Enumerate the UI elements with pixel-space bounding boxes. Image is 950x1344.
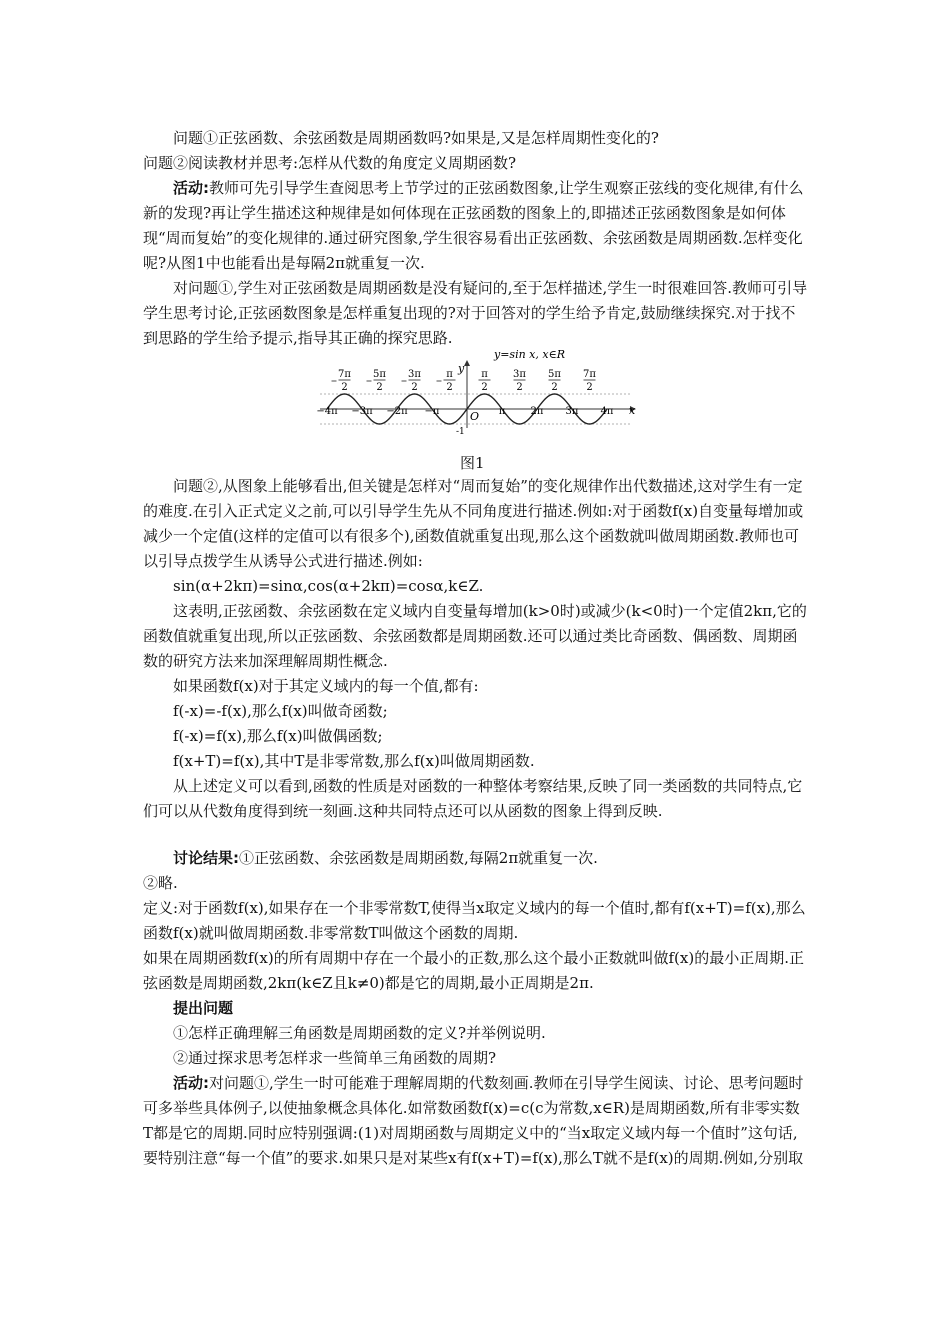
- activity-2-paragraph: [143, 1071, 808, 1171]
- fraction-denominator: 2: [481, 382, 488, 393]
- discussion-result-2: ②略.: [143, 874, 178, 892]
- activity-label: 活动:: [173, 179, 209, 197]
- activity-2-label: 活动:: [173, 1074, 209, 1092]
- sine-graph-figure: [316, 348, 638, 437]
- x-axis-label: x: [629, 404, 636, 417]
- discussion-label: 讨论结果:: [173, 849, 239, 867]
- y-tick-neg-one: -1: [456, 427, 465, 437]
- indicates-paragraph: 这表明,正弦函数、余弦函数在定义域内自变量每增加(k>0时)或减少(k<0时)一个定值2kπ,它的函数值就重复出现,所以正弦函数、余弦函数都是周期函数.还可以通过类比奇函数、偶函数、周期函数的研究方法来加深理解周期性概念.: [143, 602, 807, 670]
- fraction-numerator: π: [481, 369, 488, 380]
- x-tick-label: −4π: [316, 406, 338, 417]
- fraction-numerator: 7π: [338, 369, 351, 380]
- y-axis-label: y: [458, 362, 465, 375]
- fraction-denominator: 2: [411, 382, 418, 393]
- if-function-paragraph: 如果函数f(x)对于其定义域内的每一个值,都有:: [173, 677, 479, 695]
- y-axis-arrow: [464, 360, 470, 366]
- section-discussion-results: [143, 846, 808, 996]
- fraction-denominator: 2: [341, 382, 348, 393]
- fraction-numerator: 5π: [373, 369, 386, 380]
- section-questions: [143, 126, 808, 351]
- x-tick-label: 3π: [565, 406, 579, 417]
- figure-caption: 图1: [460, 454, 485, 472]
- fraction-numerator: 7π: [583, 369, 596, 380]
- activity-2-text: 对问题①,学生一时可能难于理解周期的代数刻画.教师在引导学生阅读、讨论、思考问题时可多举些具体例子,以使抽象概念具体化.如常数函数f(x)=c(c为常数,x∈R)是周期函数,所有非零实数T都是它的周期.同时应特别强调:(1)对周期函数与周期定义中的“当x取定义域内每一个值时”这句话,要特别注意“每一个值”的要求.如果只是对某些x有f(x+T)=f(x),那么T就不是f(x)的周期.例如,分别取: [143, 1074, 804, 1167]
- question-2: 问题②阅读教材并思考:怎样从代数的角度定义周期函数?: [143, 154, 517, 172]
- fraction-numerator: 3π: [408, 369, 421, 380]
- section-raise-questions: [143, 996, 808, 1171]
- x-tick-label: −2π: [386, 406, 408, 417]
- x-tick-label: −π: [424, 406, 440, 417]
- x-tick-label: π: [498, 406, 506, 417]
- minimum-period-definition: 如果在周期函数f(x)的所有周期中存在一个最小的正数,那么这个最小正数就叫做f(x)的最小正周期.正弦函数是周期函数,2kπ(k∈Z且k≠0)都是它的周期,最小正周期是2π.: [143, 949, 804, 992]
- odd-function-definition: f(-x)=-f(x),那么f(x)叫做奇函数;: [173, 702, 388, 720]
- discussion-result-1: [143, 846, 808, 871]
- even-function-definition: f(-x)=f(x),那么f(x)叫做偶函数;: [173, 727, 383, 745]
- discussion-text: ①正弦函数、余弦函数是周期函数,每隔2π就重复一次.: [239, 849, 598, 867]
- top-fraction-label: [548, 369, 561, 393]
- origin-label: O: [470, 410, 480, 423]
- top-fraction-label: [332, 369, 352, 393]
- fraction-numerator: 3π: [513, 369, 526, 380]
- graph-title: y=sin x, x∈R: [494, 348, 566, 361]
- fraction-denominator: 2: [376, 382, 383, 393]
- raised-question-2: ②通过探求思考怎样求一些简单三角函数的周期?: [173, 1049, 497, 1067]
- fraction-denominator: 2: [551, 382, 558, 393]
- activity-paragraph: [143, 176, 808, 276]
- fraction-denominator: 2: [516, 382, 523, 393]
- question-1: 问题①正弦函数、余弦函数是周期函数吗?如果是,又是怎样周期性变化的?: [173, 129, 659, 147]
- top-fraction-label: [479, 369, 491, 393]
- section-algebraic-description: [143, 474, 808, 824]
- answer-q2-paragraph: 问题②,从图象上能够看出,但关键是怎样对“周而复始”的变化规律作出代数描述,这对学生有一定的难度.在引入正式定义之前,可以引导学生先从不同角度进行描述.例如:对于函数f(x)自变量每增加或减少一个定值(这样的定值可以有很多个),函数值就重复出现,那么这个函数就叫做周期函数.教师也可以引导点拨学生从诱导公式进行描述.例如:: [143, 477, 804, 570]
- induction-formula: sin(α+2kπ)=sinα,cos(α+2kπ)=cosα,k∈Z.: [173, 577, 484, 595]
- top-fraction-label: [367, 369, 387, 393]
- x-tick-label: −3π: [351, 406, 373, 417]
- period-definition: 定义:对于函数f(x),如果存在一个非零常数T,使得当x取定义域内的每一个值时,都有f(x+T)=f(x),那么函数f(x)就叫做周期函数.非零常数T叫做这个函数的周期.: [143, 899, 806, 942]
- fraction-numerator: 5π: [548, 369, 561, 380]
- activity-text: 教师可先引导学生查阅思考上节学过的正弦函数图象,让学生观察正弦线的变化规律,有什么新的发现?再让学生描述这种规律是如何体现在正弦函数的图象上的,即描述正弦函数图象是如何体现“周而复始”的变化规律的.通过研究图象,学生很容易看出正弦函数、余弦函数是周期函数.怎样变化呢?从图1中也能看出是每隔2π就重复一次.: [143, 179, 804, 272]
- answer-q1-paragraph: 对问题①,学生对正弦函数是周期函数是没有疑问的,至于怎样描述,学生一时很难回答.教师可引导学生思考讨论,正弦函数图象是怎样重复出现的?对于回答对的学生给予肯定,鼓励继续探究.对于找不到思路的学生给予提示,指导其正确的探究思路.: [143, 279, 808, 347]
- top-fraction-label: [402, 369, 422, 393]
- x-tick-label: 4π: [600, 406, 614, 417]
- raise-questions-heading: 提出问题: [173, 999, 234, 1017]
- raised-question-1: ①怎样正确理解三角函数是周期函数的定义?并举例说明.: [173, 1024, 546, 1042]
- top-fraction-label: [513, 369, 526, 393]
- top-fraction-label: [437, 369, 456, 393]
- fraction-denominator: 2: [446, 382, 453, 393]
- conclusion-paragraph: 从上述定义可以看到,函数的性质是对函数的一种整体考察结果,反映了同一类函数的共同特点,它们可以从代数角度得到统一刻画.这种共同特点还可以从函数的图象上得到反映.: [143, 777, 803, 820]
- periodic-function-definition: f(x+T)=f(x),其中T是非零常数,那么f(x)叫做周期函数.: [173, 752, 535, 770]
- fraction-numerator: π: [446, 369, 453, 380]
- fraction-denominator: 2: [586, 382, 593, 393]
- x-tick-label: 2π: [530, 406, 544, 417]
- top-fraction-label: [583, 369, 596, 393]
